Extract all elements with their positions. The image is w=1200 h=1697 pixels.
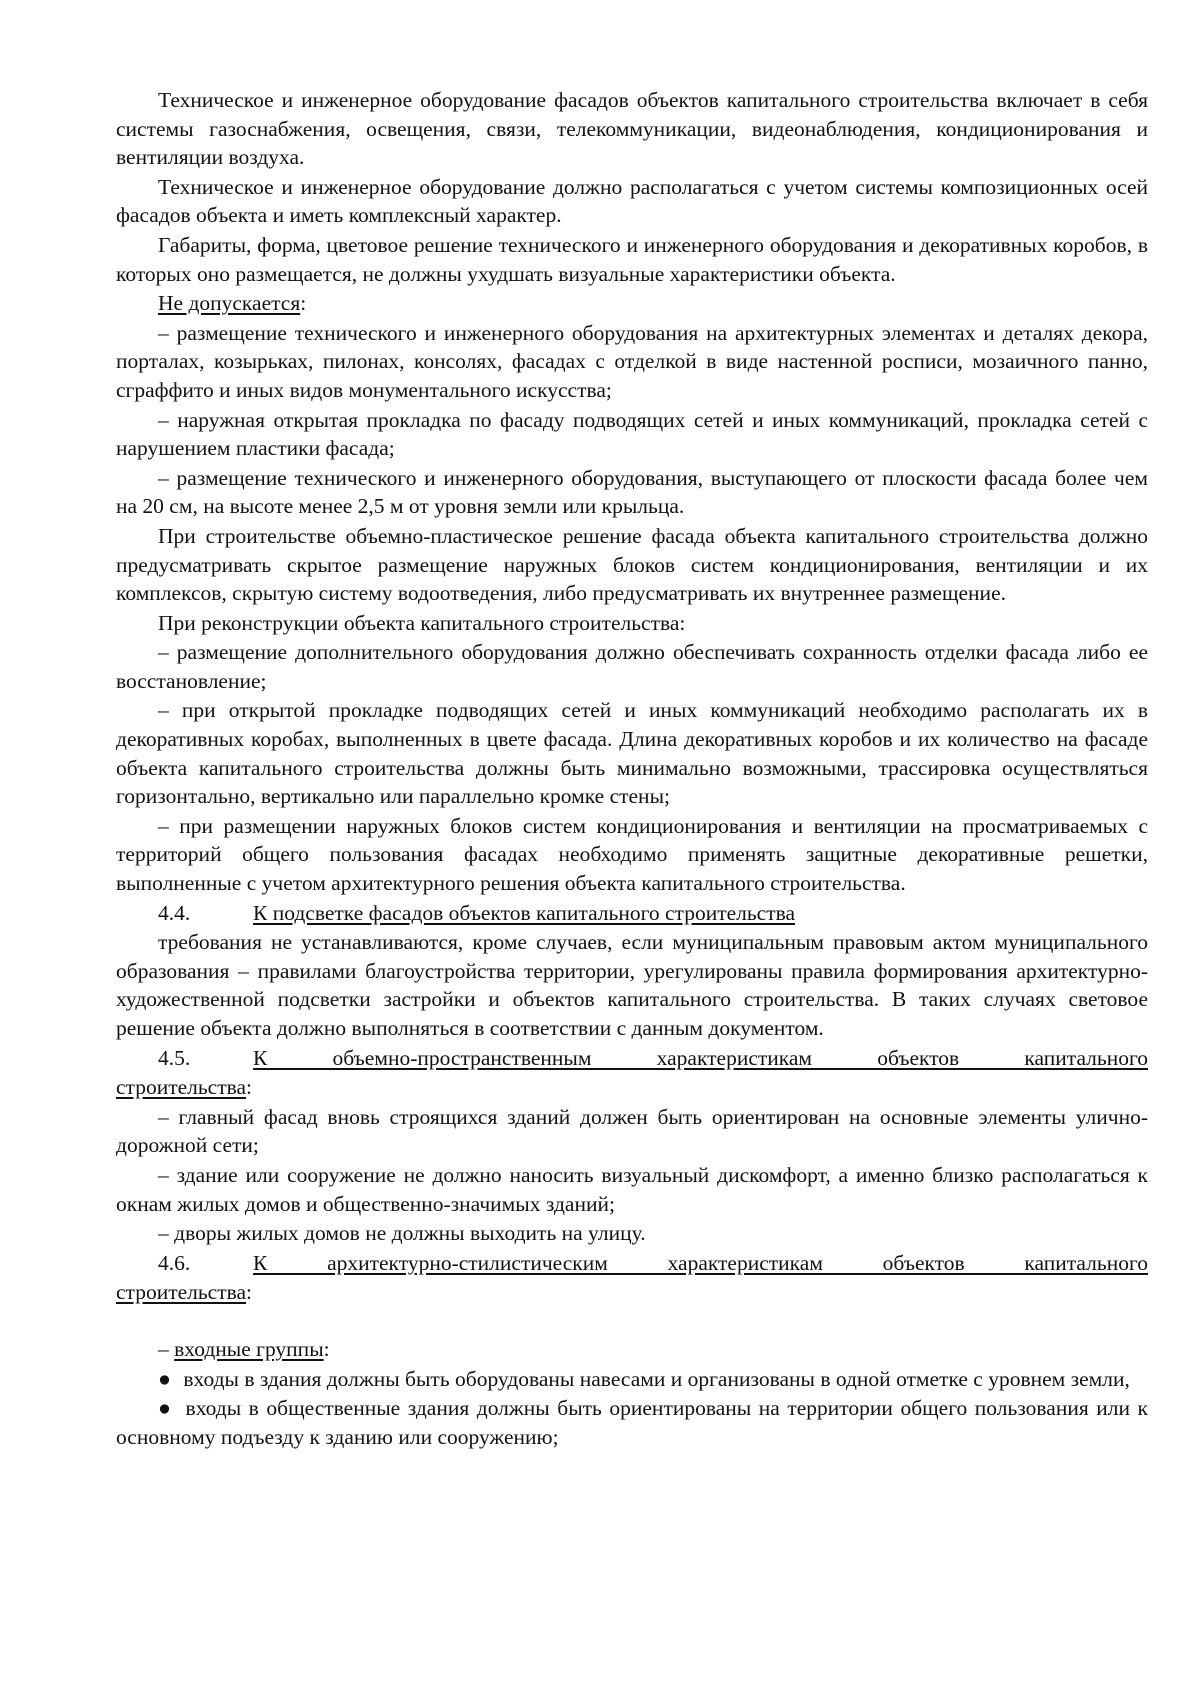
- paragraph: При строительстве объемно-пластическое решение фасада объекта капитального строительства должно предусматривать скрытое размещение наружных блоков систем кондиционирования, вентиляции и их комплексов, скрытую систему водоотведения, либо предусматривать их внутреннее размещение.: [116, 523, 1148, 606]
- entry-groups-label: входные группы: [174, 1336, 324, 1361]
- paragraph: При реконструкции объекта капитального строительства:: [158, 610, 686, 635]
- blank-line: [116, 1307, 1148, 1335]
- colon: :: [246, 1280, 253, 1305]
- list-item: – здание или сооружение не должно наносить визуальный дискомфорт, а именно близко располагаться к окнам жилых домов и общественно-значимых зданий;: [116, 1162, 1148, 1216]
- bullet-text: входы в здания должны быть оборудованы навесами и организованы в одной отметке с уровнем земли,: [183, 1366, 1130, 1391]
- not-allowed-heading: [116, 289, 1148, 318]
- colon: :: [300, 291, 307, 316]
- entry-groups-heading: [116, 1335, 1148, 1364]
- section-title: К подсветке фасадов объектов капитального строительства: [253, 900, 796, 925]
- section-title: К архитектурно-стилистическим характеристикам объектов капитального: [253, 1250, 1148, 1275]
- colon: :: [246, 1075, 253, 1100]
- dash: –: [158, 1336, 169, 1361]
- section-title-cont: строительства: [116, 1280, 247, 1305]
- bullet-item: [116, 1394, 1148, 1451]
- section-heading-4-4: [116, 899, 1148, 928]
- list-item: – размещение дополнительного оборудования должно обеспечивать сохранность отделки фасада либо ее восстановление;: [116, 640, 1148, 693]
- colon: :: [323, 1336, 330, 1361]
- section-heading-4-5-cont: [116, 1073, 1148, 1102]
- section-number: 4.4.: [158, 900, 191, 925]
- list-item: – размещение технического и инженерного оборудования на архитектурных элементах и деталях декора, порталах, козырьках, пилонах, консолях, фасадах с отделкой в виде настенной росписи, мозаичного панно, сграффито и иных видов монументального искусства;: [116, 320, 1148, 402]
- bullet-item: [116, 1365, 1148, 1394]
- section-number: 4.5.: [158, 1045, 191, 1070]
- paragraph: требования не устанавливаются, кроме случаев, если муниципальным правовым актом муниципального образования – правилами благоустройства территории, урегулированы правила формирования архитектурно-художественной подсветки застройки и объектов капитального строительства. В таких случаях световое решение объекта должно выполняться в соответствии с данным документом.: [116, 930, 1148, 1040]
- section-heading-4-5: [116, 1044, 1148, 1073]
- document-body: [116, 86, 1148, 1451]
- paragraph: Габариты, форма, цветовое решение технического и инженерного оборудования и декоративных коробов, в которых оно размещается, не должны ухудшать визуальные характеристики объекта.: [116, 232, 1148, 286]
- not-allowed-label: Не допускается: [158, 291, 301, 316]
- section-heading-4-6-cont: [116, 1278, 1148, 1307]
- bullet-icon: ●: [158, 1396, 171, 1421]
- list-item: – главный фасад вновь строящихся зданий должен быть ориентирован на основные элементы улично-дорожной сети;: [116, 1104, 1148, 1158]
- bullet-icon: ●: [158, 1366, 171, 1391]
- paragraph: Техническое и инженерное оборудование фасадов объектов капитального строительства включает в себя системы газоснабжения, освещения, связи, телекоммуникации, видеонаблюдения, кондиционирования и вентиляции воздуха.: [116, 88, 1148, 170]
- section-title-cont: строительства: [116, 1075, 247, 1100]
- paragraph: Техническое и инженерное оборудование должно располагаться с учетом системы композиционных осей фасадов объекта и иметь комплексный характер.: [116, 174, 1148, 228]
- list-item: – размещение технического и инженерного оборудования, выступающего от плоскости фасада более чем на 20 см, на высоте менее 2,5 м от уровня земли или крыльца.: [116, 465, 1148, 519]
- list-item: – наружная открытая прокладка по фасаду подводящих сетей и иных коммуникаций, прокладка сетей с нарушением пластики фасада;: [116, 407, 1148, 461]
- list-item: – при размещении наружных блоков систем кондиционирования и вентиляции на просматриваемых с территорий общего пользования фасадах необходимо применять защитные декоративные решетки, выполненные с учетом архитектурного решения объекта капитального строительства.: [116, 813, 1148, 896]
- section-title: К объемно-пространственным характеристикам объектов капитального: [253, 1045, 1148, 1070]
- bullet-text: входы в общественные здания должны быть ориентированы на территории общего пользования или к основному подъезду к зданию или сооружению;: [116, 1396, 1149, 1449]
- section-heading-4-6: [116, 1249, 1148, 1278]
- list-item: – дворы жилых домов не должны выходить на улицу.: [158, 1221, 646, 1246]
- list-item: – при открытой прокладке подводящих сетей и иных коммуникаций необходимо располагать их в декоративных коробах, выполненных в цвете фасада. Длина декоративных коробов и их количество на фасаде объекта капитального строительства должны быть минимально возможными, трассировка осуществляться горизонтально, вертикально или параллельно кромке стены;: [116, 698, 1148, 809]
- section-number: 4.6.: [158, 1250, 191, 1275]
